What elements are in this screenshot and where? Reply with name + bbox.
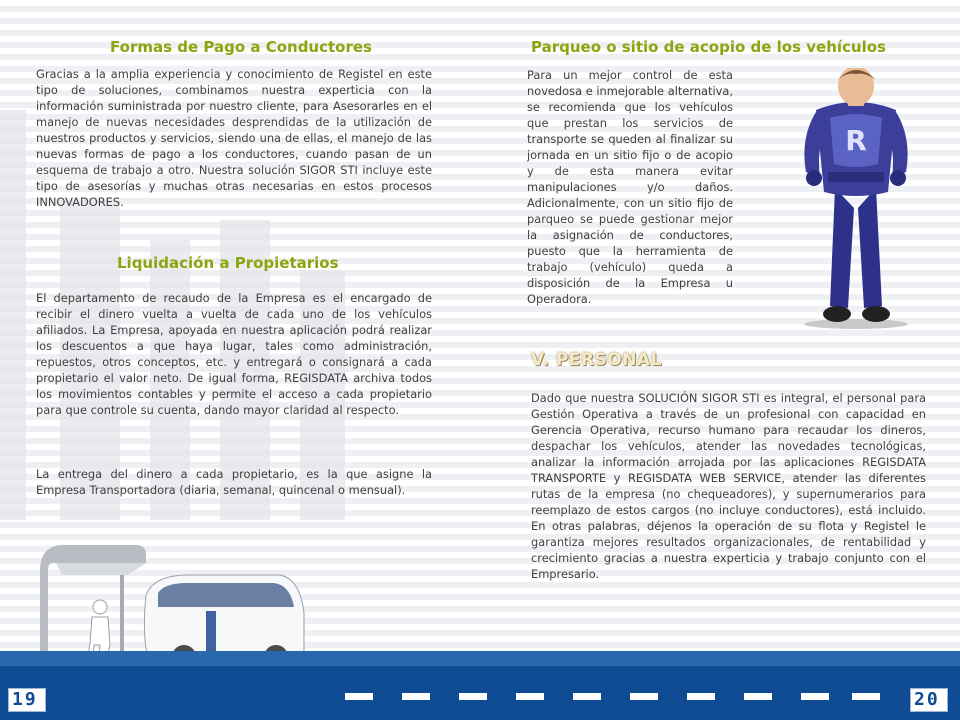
footer-dash (744, 693, 772, 700)
section-title-parqueo: Parqueo o sitio de acopio de los vehículos (531, 38, 886, 56)
building-silhouette (0, 110, 26, 520)
section-body-personal: Dado que nuestra SOLUCIÓN SIGOR STI es integral, el personal para Gestión Operativa a través de un profesional con capacidad en Gerencia Operativa, recurso humano para recaudar los dineros, despachar los vehículos, atender las novedades tecnológicas, analizar la información arrojada por las aplicaciones REGISDATA TRANSPORTE y REGISDATA WEB SERVICE, atender las diferentes rutas de la empresa (no chequeadores), y supernumerarios para reemplazo de estos cargos (no incluye conductores), está incluido. En otras palabras, déjenos la operación de su flota y Registel le garantiza mejores resultados organizacionales, de rentabilidad y crecimiento gracias a nuestra experticia y trabajo conjunto con el Empresario. (531, 391, 926, 581)
page-number-left: 19 (12, 689, 38, 710)
section-title-personal: V. PERSONAL (531, 350, 662, 370)
section-body-formas-de-pago: Gracias a la amplia experiencia y conocimiento de Registel en este tipo de soluciones, combinamos nuestra experticia con la información suministrada por nuestro cliente, para Asesorarles en el manejo de nuevas necesidades desprendidas de la utilización de nuestros productos y servicios, siendo una de ellas, el manejo de las nuevas formas de pago a los conductores, cuando pasan de un esquema de trabajo a otro. Nuestra solución SIGOR STI incluye este tipo de asesorías y muchas otras necesarias en estos procesos INNOVADORES. (36, 67, 432, 209)
footer-bar (0, 651, 960, 720)
bus-stop-illustration (28, 535, 308, 670)
section-body-liquidacion-entrega: La entrega del dinero a cada propietario, es la que asigne la Empresa Transportadora (diaria, semanal, quincenal o mensual). (36, 467, 432, 497)
footer-dash (852, 693, 880, 700)
section-body-liquidacion: El departamento de recaudo de la Empresa es el encargado de recibir el dinero vuelta a vuelta de cada uno de los vehículos afiliados. La Empresa, apoyada en nuestra aplicación podrá realizar los descuentos a que haya lugar, tales como administración, repuestos, otros conceptos, etc. y entregará o consignará a cada propietario el valor neto. De igual forma, REGISDATA archiva todos los movimientos contables y permite el acceso a cada propietario para que controle su cuenta, dando mayor claridad al respecto. (36, 291, 432, 417)
footer-dash (459, 693, 487, 700)
section-body-parqueo: Para un mejor control de esta novedosa e inmejorable alternativa, se recomienda que los vehículos que prestan los servicios de transporte se queden al finalizar su jornada en un sitio fijo o de acopio y de esta manera evitar manipulaciones y/o daños. Adicionalmente, con un sitio fijo de parqueo se puede gestionar mejor la asignación de conductores, puesto que la herramienta de trabajo (vehículo) queda a disposición de la Empresa u Operadora. (527, 68, 733, 306)
footer-dash (516, 693, 544, 700)
footer-dash (630, 693, 658, 700)
mascot-illustration (790, 68, 920, 330)
footer-dash (801, 693, 829, 700)
footer-dash (345, 693, 373, 700)
page-number-right: 20 (914, 689, 940, 710)
footer-dash (402, 693, 430, 700)
footer-dash (687, 693, 715, 700)
section-title-liquidacion: Liquidación a Propietarios (117, 254, 339, 272)
svg-text:R: R (845, 124, 867, 157)
section-title-formas-de-pago: Formas de Pago a Conductores (110, 38, 372, 56)
footer-dash (573, 693, 601, 700)
